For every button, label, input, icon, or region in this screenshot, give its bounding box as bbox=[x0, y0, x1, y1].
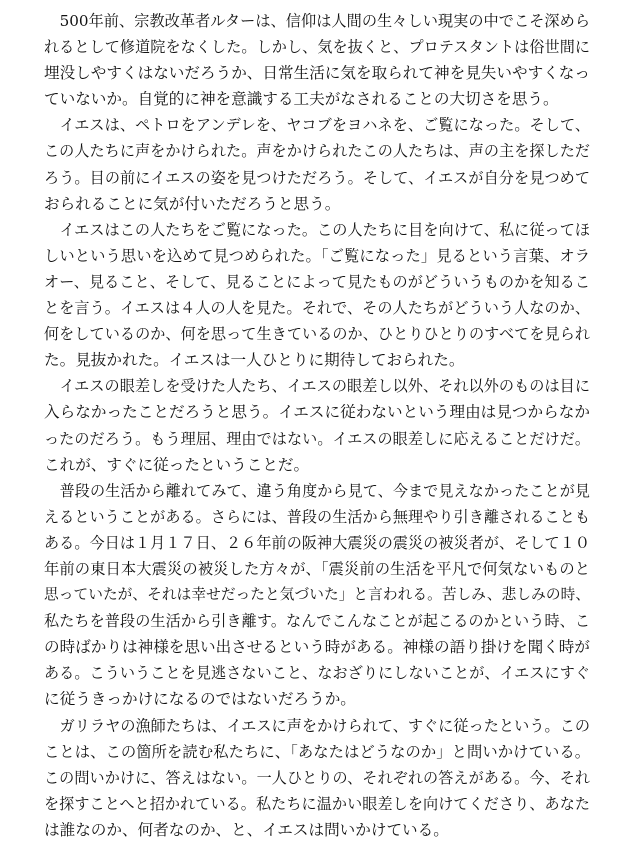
text-line: 年前の東日本大震災の被災した方々が、「震災前の生活を平凡で何気ないものと bbox=[44, 559, 590, 578]
text-line: この問いかけに、答えはない。一人ひとりの、それぞれの答えがある。今、それ bbox=[44, 768, 590, 787]
text-line: 500年前、宗教改革者ルターは、信仰は人間の生々しい現実の中でこそ深めら bbox=[59, 12, 590, 30]
paragraph-4 bbox=[44, 373, 590, 477]
body-text bbox=[44, 8, 590, 843]
text-line: ガリラヤの漁師たちは、イエスに声をかけられて、すぐに従ったという。この bbox=[59, 716, 590, 735]
text-line: ったのだろう。もう理屈、理由ではない。イエスの眼差しに応えることだけだ。 bbox=[44, 429, 590, 448]
text-line: しいという思いを込めて見つめられた。「ご覧になった」見るという言葉、オラ bbox=[44, 246, 590, 265]
text-line: れるとして修道院をなくした。しかし、気を抜くと、プロテスタントは俗世間に bbox=[44, 38, 590, 57]
paragraph-3 bbox=[44, 217, 590, 374]
text-line: イエスの眼差しを受けた人たち、イエスの眼差し以外、それ以外のものは目に bbox=[59, 377, 590, 396]
text-line: おられることに気が付いただろうと思う。 bbox=[44, 194, 341, 213]
text-line: 埋没しやすくはないだろうか、日常生活に気を取られて神を見失いやすくなっ bbox=[44, 64, 590, 83]
text-line: ていないか。自覚的に神を意識する工夫がなされることの大切さを思う。 bbox=[44, 90, 559, 109]
text-line: この人たちに声をかけられた。声をかけられたこの人たちは、声の主を探しただ bbox=[44, 142, 590, 161]
text-line: は誰なのか、何者なのか、と、イエスは問いかけている。 bbox=[44, 820, 449, 839]
text-line: 私たちを普段の生活から引き離す。なんでこんなことが起こるのかという時、こ bbox=[44, 612, 590, 631]
text-line: これが、すぐに従ったということだ。 bbox=[44, 455, 310, 474]
text-line: を探すことへと招かれている。私たちに温かい眼差しを向けてくださり、あなた bbox=[44, 794, 590, 813]
text-line: に従うきっかけになるのではないだろうか。 bbox=[44, 690, 356, 709]
text-line: イエスは、ペトロをアンデレを、ヤコブをヨハネを、ご覧になった。そして、 bbox=[59, 116, 590, 135]
text-line: イエスはこの人たちをご覧になった。この人たちに目を向けて、私に従ってほ bbox=[59, 220, 590, 239]
text-line: 何をしているのか、何を思って生きているのか、ひとりひとりのすべてを見られ bbox=[44, 325, 590, 344]
text-line: 思っていたが、それは幸せだったと気づいた」と言われる。苦しみ、悲しみの時、 bbox=[44, 586, 590, 604]
paragraph-2 bbox=[44, 112, 590, 216]
text-line: とを言う。イエスは４人の人を見た。それで、その人たちがどういう人なのか、 bbox=[44, 299, 590, 318]
text-line: 入らなかったことだろうと思う。イエスに従わないという理由は見つからなか bbox=[44, 403, 590, 422]
paragraph-1 bbox=[44, 8, 590, 112]
text-line: ことは、この箇所を読む私たちに、「あなたはどうなのか」と問いかけている。 bbox=[44, 742, 590, 761]
text-line: ろう。目の前にイエスの姿を見つけただろう。そして、イエスが自分を見つめて bbox=[44, 168, 590, 187]
text-line: ある。こういうことを見逃さないこと、なおざりにしないことが、イエスにすぐ bbox=[44, 664, 590, 683]
paragraph-5 bbox=[44, 478, 590, 713]
text-line: ある。今日は１月１７日、２６年前の阪神大震災の震災の被災者が、そして１０ bbox=[44, 533, 590, 552]
text-line: えるということがある。さらには、普段の生活から無理やり引き離されることも bbox=[44, 507, 590, 526]
text-line: の時ばかりは神様を思い出させるという時がある。神様の語り掛けを聞く時が bbox=[44, 638, 590, 657]
text-line: オー、見ること、そして、見ることによって見たものがどういうものかを知るこ bbox=[44, 272, 590, 291]
text-line: 普段の生活から離れてみて、違う角度から見て、今まで見えなかったことが見 bbox=[59, 481, 590, 500]
paragraph-6 bbox=[44, 713, 590, 843]
text-line: た。見抜かれた。イエスは一人ひとりに期待しておられた。 bbox=[44, 351, 465, 370]
